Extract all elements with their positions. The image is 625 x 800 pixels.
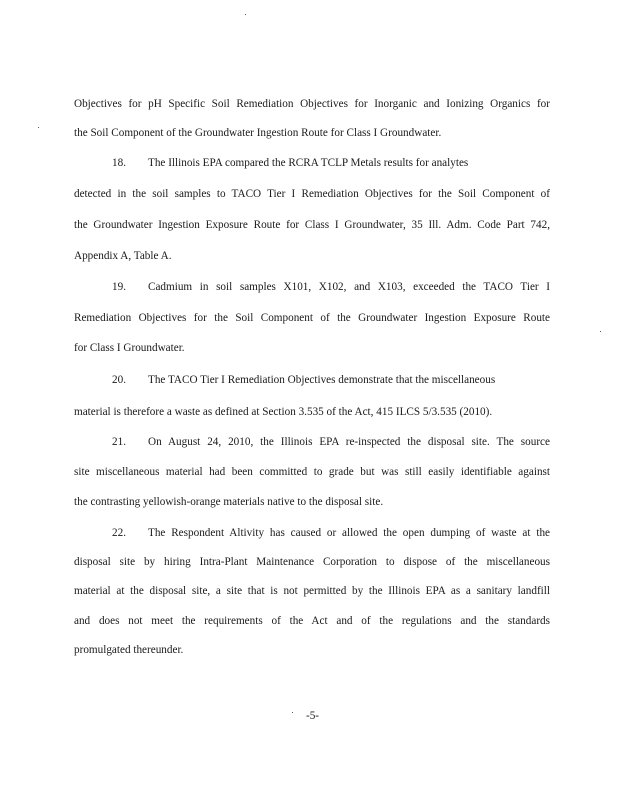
paragraph-line: the Groundwater Ingestion Exposure Route for Class I Groundwater, 35 Ill. Adm. Code Part 742, xyxy=(74,219,550,231)
scan-speck xyxy=(600,331,601,332)
paragraph-line: detected in the soil samples to TACO Tier I Remediation Objectives for the Soil Component of xyxy=(74,188,550,200)
paragraph-line: promulgated thereunder. xyxy=(74,644,184,656)
paragraph-line: material is therefore a waste as defined at Section 3.535 of the Act, 415 ILCS 5/3.535 (2010). xyxy=(74,406,493,418)
paragraph-line: Remediation Objectives for the Soil Component of the Groundwater Ingestion Exposure Route xyxy=(74,312,550,324)
scan-speck xyxy=(292,712,293,713)
paragraph-number: 22. xyxy=(112,527,126,539)
paragraph-line: Cadmium in soil samples X101, X102, and X103, exceeded the TACO Tier I xyxy=(148,281,550,293)
paragraph-number: 21. xyxy=(112,436,126,448)
paragraph-line: The Illinois EPA compared the RCRA TCLP Metals results for analytes xyxy=(148,157,469,169)
paragraph-number: 18. xyxy=(112,157,126,169)
paragraph-line: Objectives for pH Specific Soil Remediation Objectives for Inorganic and Ionizing Organics for xyxy=(74,98,550,110)
paragraph-line: and does not meet the requirements of the Act and of the regulations and the standards xyxy=(74,615,550,627)
paragraph-line: Appendix A, Table A. xyxy=(74,250,172,262)
paragraph-number: 19. xyxy=(112,281,126,293)
paragraph-line: The Respondent Altivity has caused or allowed the open dumping of waste at the xyxy=(148,527,550,539)
paragraph-line: site miscellaneous material had been committed to grade but was still easily identifiable against xyxy=(74,466,550,478)
scan-speck xyxy=(245,14,246,15)
paragraph-number: 20. xyxy=(112,374,126,386)
paragraph-line: for Class I Groundwater. xyxy=(74,342,185,354)
paragraph-line: material at the disposal site, a site that is not permitted by the Illinois EPA as a sanitary landfill xyxy=(74,585,550,597)
scan-speck xyxy=(38,127,39,128)
paragraph-line: disposal site by hiring Intra-Plant Maintenance Corporation to dispose of the miscellaneous xyxy=(74,556,550,568)
paragraph-line: On August 24, 2010, the Illinois EPA re-inspected the disposal site. The source xyxy=(148,436,550,448)
paragraph-line: The TACO Tier I Remediation Objectives demonstrate that the miscellaneous xyxy=(148,374,496,386)
paragraph-line: the Soil Component of the Groundwater Ingestion Route for Class I Groundwater. xyxy=(74,127,442,139)
page-number: -5- xyxy=(305,710,320,722)
paragraph-line: the contrasting yellowish-orange materials native to the disposal site. xyxy=(74,496,384,508)
